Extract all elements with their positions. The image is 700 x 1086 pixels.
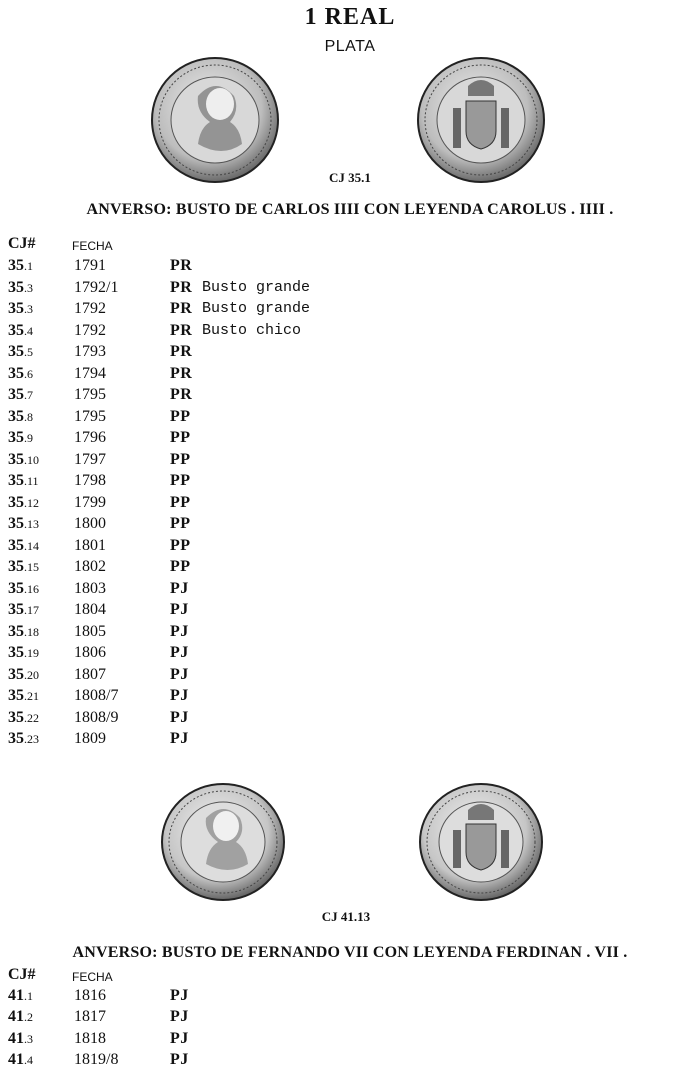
note-cell: Busto grande bbox=[202, 278, 311, 296]
table-row bbox=[8, 429, 688, 450]
cj-main: 35 bbox=[8, 687, 24, 704]
cj-main: 35 bbox=[8, 730, 24, 747]
table-row bbox=[8, 644, 688, 665]
cj-number bbox=[8, 386, 33, 404]
mint-mark: PR bbox=[170, 257, 193, 274]
cj-number bbox=[8, 300, 33, 318]
date-cell: 1817 bbox=[74, 1008, 106, 1026]
page-title: 1 REAL bbox=[304, 4, 396, 30]
date-cell: 1805 bbox=[74, 622, 106, 640]
mint-mark: PJ bbox=[170, 644, 189, 661]
table-row bbox=[8, 580, 688, 601]
note-cell: Busto grande bbox=[202, 300, 311, 317]
cj-main: 35 bbox=[8, 386, 24, 403]
table-row bbox=[8, 601, 688, 622]
date-cell: 1806 bbox=[74, 644, 106, 661]
col-fecha-header: FECHA bbox=[72, 239, 113, 253]
cj-main: 35 bbox=[8, 622, 24, 640]
mint-mark: PJ bbox=[170, 730, 189, 747]
date-cell: 1808/7 bbox=[74, 687, 119, 704]
cj-number bbox=[8, 987, 33, 1005]
mint-mark: PP bbox=[170, 450, 191, 468]
cj-main: 41 bbox=[8, 1050, 24, 1068]
date-cell: 1816 bbox=[74, 987, 106, 1004]
mint-mark: PJ bbox=[170, 1029, 189, 1047]
date-cell: 1797 bbox=[74, 450, 106, 468]
section1-table bbox=[8, 235, 688, 755]
cj-main: 35 bbox=[8, 300, 24, 317]
cj-main: 35 bbox=[8, 515, 24, 532]
cj-sub: .10 bbox=[24, 452, 39, 467]
cj-number bbox=[8, 515, 39, 533]
table-row bbox=[8, 515, 688, 536]
table-row bbox=[8, 322, 688, 343]
table-row bbox=[8, 472, 688, 493]
cj-number bbox=[8, 1030, 33, 1048]
cj-sub: .8 bbox=[24, 409, 33, 424]
section1-heading: ANVERSO: BUSTO DE CARLOS IIII CON LEYENDA CAROLUS . IIII . bbox=[86, 201, 614, 218]
mint-mark: PJ bbox=[170, 1050, 189, 1068]
cj-sub: .13 bbox=[24, 517, 39, 531]
cj-number bbox=[8, 257, 33, 275]
cj-main: 35 bbox=[8, 257, 24, 274]
cj-number bbox=[8, 730, 39, 748]
cj-sub: .2 bbox=[24, 1010, 33, 1025]
table-row bbox=[8, 386, 688, 407]
date-cell: 1804 bbox=[74, 601, 106, 618]
section2-heading: ANVERSO: BUSTO DE FERNANDO VII CON LEYENDA FERDINAN . VII . bbox=[72, 944, 628, 961]
date-cell: 1802 bbox=[74, 558, 106, 575]
cj-sub: .19 bbox=[24, 646, 39, 660]
cj-main: 35 bbox=[8, 321, 24, 339]
date-cell: 1808/9 bbox=[74, 708, 119, 726]
coin-obverse-fernando-image bbox=[160, 782, 286, 902]
cj-sub: .23 bbox=[24, 732, 39, 746]
cj-main: 35 bbox=[8, 708, 24, 726]
mint-mark: PP bbox=[170, 472, 191, 489]
cj-number bbox=[8, 558, 39, 576]
mint-mark: PR bbox=[170, 321, 193, 339]
mint-mark: PJ bbox=[170, 687, 189, 704]
cj-main: 35 bbox=[8, 450, 24, 468]
cj-number bbox=[8, 644, 39, 662]
mint-mark: PJ bbox=[170, 1008, 189, 1026]
mint-mark: PR bbox=[170, 364, 193, 382]
date-cell: 1798 bbox=[74, 472, 106, 489]
cj-main: 35 bbox=[8, 343, 24, 360]
table-row bbox=[8, 1030, 688, 1051]
cj-sub: .7 bbox=[24, 388, 33, 402]
mint-mark: PR bbox=[170, 386, 193, 403]
mint-mark: PJ bbox=[170, 987, 189, 1004]
table-row bbox=[8, 300, 688, 321]
date-cell: 1793 bbox=[74, 343, 106, 360]
coin-reverse-shield-image-2 bbox=[418, 782, 544, 902]
mint-mark: PP bbox=[170, 493, 191, 511]
table-row bbox=[8, 623, 688, 644]
table-row bbox=[8, 279, 688, 300]
table-row bbox=[8, 666, 688, 687]
cj-main: 35 bbox=[8, 493, 24, 511]
cj-number bbox=[8, 322, 33, 340]
cj-number bbox=[8, 1051, 33, 1069]
cj-number bbox=[8, 666, 39, 684]
date-cell: 1800 bbox=[74, 515, 106, 532]
col-cj-header-2: CJ# bbox=[8, 966, 36, 983]
cj-main: 41 bbox=[8, 987, 24, 1004]
cj-number bbox=[8, 365, 33, 383]
cj-sub: .16 bbox=[24, 581, 39, 596]
table-row bbox=[8, 451, 688, 472]
date-cell: 1791 bbox=[74, 257, 106, 274]
cj-sub: .5 bbox=[24, 345, 33, 359]
col-fecha-header-2: FECHA bbox=[72, 970, 113, 984]
date-cell: 1818 bbox=[74, 1029, 106, 1047]
cj-sub: .1 bbox=[24, 259, 33, 273]
metal-subtitle: PLATA bbox=[324, 38, 376, 55]
cj-sub: .1 bbox=[24, 989, 33, 1003]
mint-mark: PP bbox=[170, 515, 191, 532]
cj-number bbox=[8, 494, 39, 512]
date-cell: 1792 bbox=[74, 300, 106, 317]
date-cell: 1795 bbox=[74, 386, 106, 403]
coin-reverse-shield-image bbox=[416, 56, 546, 184]
cj-main: 41 bbox=[8, 1008, 24, 1026]
cj-number bbox=[8, 1008, 33, 1026]
date-cell: 1799 bbox=[74, 493, 106, 511]
section2-table bbox=[8, 966, 688, 1076]
cj-sub: .9 bbox=[24, 431, 33, 445]
mint-mark: PP bbox=[170, 558, 191, 575]
cj-sub: .18 bbox=[24, 624, 39, 639]
cj-number bbox=[8, 429, 33, 447]
cj-sub: .4 bbox=[24, 323, 33, 338]
date-cell: 1809 bbox=[74, 730, 106, 747]
cj-number bbox=[8, 601, 39, 619]
date-cell: 1795 bbox=[74, 407, 106, 425]
cj-number bbox=[8, 279, 33, 297]
mint-mark: PJ bbox=[170, 708, 189, 726]
cj-main: 35 bbox=[8, 472, 24, 489]
cj-number bbox=[8, 472, 39, 490]
cj-number bbox=[8, 537, 39, 555]
table-row bbox=[8, 1008, 688, 1029]
cj-sub: .17 bbox=[24, 603, 39, 617]
coin-caption-1: CJ 35.1 bbox=[329, 170, 371, 185]
cj-sub: .3 bbox=[24, 302, 33, 316]
cj-main: 35 bbox=[8, 429, 24, 446]
cj-sub: .22 bbox=[24, 710, 39, 725]
table-row bbox=[8, 558, 688, 579]
table-row bbox=[8, 494, 688, 515]
cj-number bbox=[8, 580, 39, 598]
cj-number bbox=[8, 408, 33, 426]
table-row bbox=[8, 687, 688, 708]
cj-sub: .6 bbox=[24, 366, 33, 381]
table-row bbox=[8, 1051, 688, 1072]
mint-mark: PP bbox=[170, 536, 191, 554]
cj-main: 35 bbox=[8, 407, 24, 425]
cj-main: 35 bbox=[8, 601, 24, 618]
mint-mark: PP bbox=[170, 429, 191, 446]
cj-main: 41 bbox=[8, 1029, 24, 1047]
cj-main: 35 bbox=[8, 558, 24, 575]
mint-mark: PJ bbox=[170, 622, 189, 640]
table-row bbox=[8, 730, 688, 751]
mint-mark: PR bbox=[170, 278, 193, 296]
date-cell: 1794 bbox=[74, 364, 106, 382]
table-row bbox=[8, 365, 688, 386]
date-cell: 1803 bbox=[74, 579, 106, 597]
table-row bbox=[8, 987, 688, 1008]
coin-obverse-carlos-image bbox=[150, 56, 280, 184]
cj-main: 35 bbox=[8, 579, 24, 597]
cj-sub: .4 bbox=[24, 1052, 33, 1067]
cj-number bbox=[8, 343, 33, 361]
mint-mark: PJ bbox=[170, 665, 189, 683]
cj-main: 35 bbox=[8, 364, 24, 382]
cj-sub: .21 bbox=[24, 689, 39, 703]
coin-caption-2: CJ 41.13 bbox=[321, 909, 371, 924]
cj-number bbox=[8, 451, 39, 469]
date-cell: 1807 bbox=[74, 665, 106, 683]
table-row bbox=[8, 709, 688, 730]
table-row bbox=[8, 257, 688, 278]
mint-mark: PP bbox=[170, 407, 191, 425]
cj-sub: .3 bbox=[24, 280, 33, 295]
date-cell: 1792 bbox=[74, 321, 106, 339]
date-cell: 1792/1 bbox=[74, 278, 119, 296]
mint-mark: PR bbox=[170, 300, 193, 317]
mint-mark: PR bbox=[170, 343, 193, 360]
cj-main: 35 bbox=[8, 278, 24, 296]
cj-main: 35 bbox=[8, 665, 24, 683]
cj-number bbox=[8, 709, 39, 727]
mint-mark: PJ bbox=[170, 601, 189, 618]
cj-sub: .15 bbox=[24, 560, 39, 574]
cj-sub: .14 bbox=[24, 538, 39, 553]
table-row bbox=[8, 408, 688, 429]
date-cell: 1801 bbox=[74, 536, 106, 554]
cj-number bbox=[8, 687, 39, 705]
cj-main: 35 bbox=[8, 644, 24, 661]
col-cj-header: CJ# bbox=[8, 235, 36, 252]
cj-sub: .11 bbox=[24, 474, 39, 488]
note-cell: Busto chico bbox=[202, 321, 302, 339]
date-cell: 1796 bbox=[74, 429, 106, 446]
cj-sub: .12 bbox=[24, 495, 39, 510]
cj-main: 35 bbox=[8, 536, 24, 554]
cj-sub: .3 bbox=[24, 1031, 33, 1046]
date-cell: 1819/8 bbox=[74, 1050, 119, 1068]
table-row bbox=[8, 343, 688, 364]
table-row bbox=[8, 537, 688, 558]
mint-mark: PJ bbox=[170, 579, 189, 597]
cj-sub: .20 bbox=[24, 667, 39, 682]
cj-number bbox=[8, 623, 39, 641]
